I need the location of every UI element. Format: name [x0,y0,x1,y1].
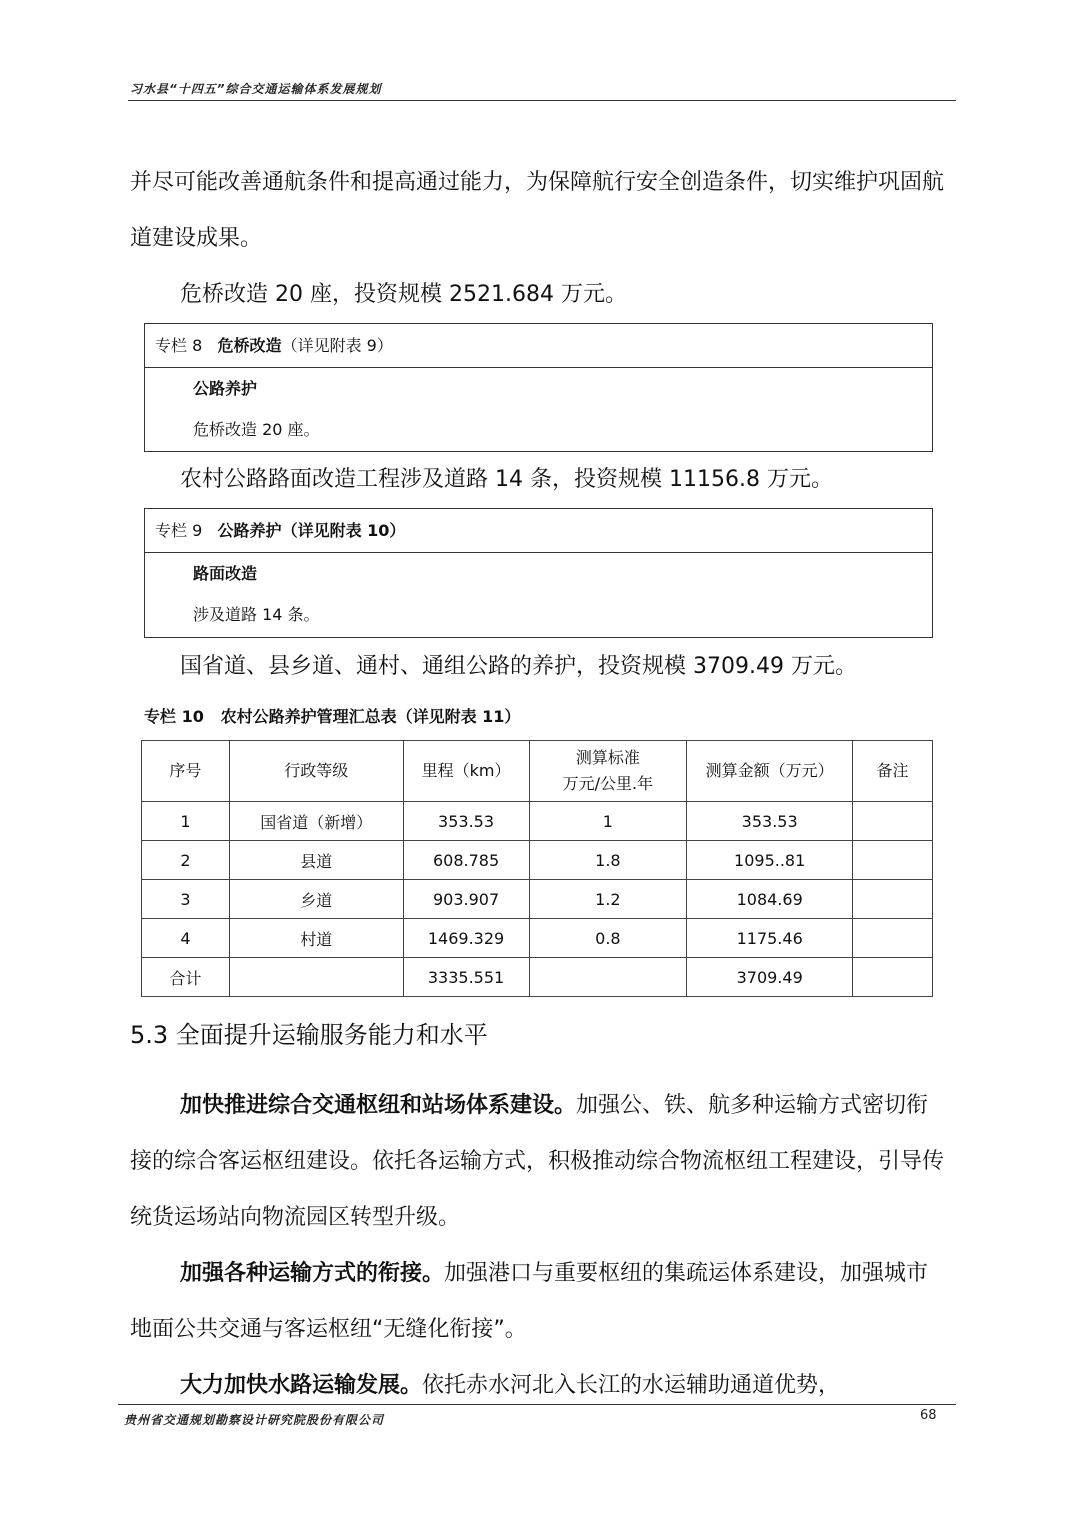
column-box-9-text: 涉及道路 14 条。 [193,605,320,624]
cell-remark [853,958,933,997]
column-box-8-body [145,368,932,450]
cell-amount: 353.53 [687,802,853,841]
header-no: 序号 [142,741,230,802]
cell-mileage: 353.53 [403,802,529,841]
paragraph-hub-construction [130,1078,950,1246]
footer-company: 贵州省交通规划勘察设计研究院股份有限公司 [124,1413,385,1427]
table-row [142,841,933,880]
column-box-9-header [145,509,932,553]
header-amount: 测算金额（万元） [687,741,853,802]
paragraph-maintenance-investment: 国省道、县乡道、通村、通组公路的养护，投资规模 3709.49 万元。 [180,654,857,679]
column-box-9-subtitle: 路面改造 [193,564,258,583]
cell-amount: 1084.69 [687,880,853,919]
cell-remark [853,919,933,958]
maintenance-summary-table [141,740,933,997]
cell-level: 村道 [229,919,403,958]
cell-remark [853,802,933,841]
cell-remark [853,841,933,880]
cell-no: 3 [142,880,230,919]
header-divider [128,100,956,101]
header-remark: 备注 [853,741,933,802]
paragraph-road-renovation: 农村公路路面改造工程涉及道路 14 条，投资规模 11156.8 万元。 [180,467,833,492]
cell-level: 乡道 [229,880,403,919]
cell-standard: 1 [529,802,687,841]
column-box-8-title: 危桥改造 [217,336,282,355]
cell-mileage: 1469.329 [403,919,529,958]
footer-divider [118,1404,956,1405]
table-10-label: 专栏 10 [144,707,204,726]
cell-standard [529,958,687,997]
header-standard-line2: 万元/公里.年 [562,774,654,793]
page-number: 68 [920,1408,937,1423]
table-10-title [144,704,520,727]
cell-remark [853,880,933,919]
column-box-9-body [145,553,932,635]
table-row [142,880,933,919]
paragraph-lead: 大力加快水路运输发展。 [180,1373,423,1398]
cell-standard: 1.8 [529,841,687,880]
column-box-8 [144,323,933,452]
cell-mileage: 608.785 [403,841,529,880]
cell-no: 2 [142,841,230,880]
cell-amount: 3709.49 [687,958,853,997]
section-heading: 5.3 全面提升运输服务能力和水平 [130,1021,488,1049]
cell-amount: 1175.46 [687,919,853,958]
column-box-8-label: 专栏 8 [155,336,203,355]
column-box-9-label: 专栏 9 [155,521,203,540]
cell-no: 4 [142,919,230,958]
cell-no: 合计 [142,958,230,997]
cell-level: 国省道（新增） [229,802,403,841]
table-total-row [142,958,933,997]
table-header-row [142,741,933,802]
cell-level [229,958,403,997]
paragraph-body: 依托赤水河北入长江的水运辅助通道优势， [422,1373,841,1398]
cell-mileage: 903.907 [403,880,529,919]
column-box-9-note: （详见附表 10） [281,521,406,540]
paragraph-body: 加强公、铁、航多种运输方式密切衔接的综合客运枢纽建设。依托各运输方式，积极推动综合物流枢纽工程建设，引导传统货运场站向物流园区转型升级。 [130,1093,945,1230]
column-box-9 [144,508,933,638]
cell-standard: 1.2 [529,880,687,919]
cell-mileage: 3335.551 [403,958,529,997]
header-mileage: 里程（km） [403,741,529,802]
header-level: 行政等级 [229,741,403,802]
paragraph-continuation: 并尽可能改善通航条件和提高通过能力，为保障航行安全创造条件，切实维护巩固航道建设成果。 [130,170,945,251]
header-standard [529,741,687,802]
paragraph-bridge-investment: 危桥改造 20 座，投资规模 2521.684 万元。 [180,282,627,307]
page-header-title: 习水县“十四五”综合交通运输体系发展规划 [130,82,382,96]
column-box-8-note: （详见附表 9） [281,336,393,355]
paragraph-lead: 加快推进综合交通枢纽和站场体系建设。 [180,1093,577,1118]
cell-standard: 0.8 [529,919,687,958]
table-10-caption: 农村公路养护管理汇总表（详见附表 11） [220,707,521,726]
column-box-8-subtitle: 公路养护 [193,379,258,398]
column-box-9-title: 公路养护 [217,521,282,540]
column-box-8-header [145,324,932,368]
header-standard-line1: 测算标准 [575,748,640,767]
paragraph-waterway-transport [130,1358,950,1414]
table-row [142,802,933,841]
paragraph-lead: 加强各种运输方式的衔接。 [180,1261,445,1286]
paragraph-transport-connection [130,1246,950,1358]
table-row [142,919,933,958]
paragraph-body: 加强港口与重要枢纽的集疏运体系建设，加强城市地面公共交通与客运枢纽“无缝化衔接”。 [130,1261,929,1342]
cell-level: 县道 [229,841,403,880]
cell-no: 1 [142,802,230,841]
column-box-8-text: 危桥改造 20 座。 [193,420,320,439]
cell-amount: 1095..81 [687,841,853,880]
